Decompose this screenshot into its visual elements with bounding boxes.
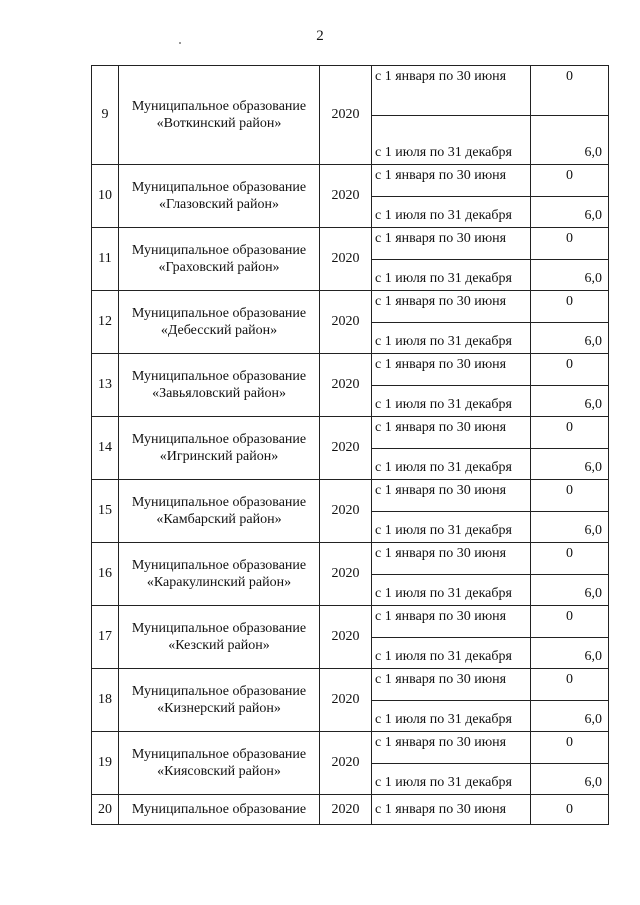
rate-first-half: 0 xyxy=(531,732,609,764)
year-cell: 2020 xyxy=(320,291,372,354)
rate-first-half: 0 xyxy=(531,291,609,323)
municipality-name-line1: Муниципальное образование xyxy=(131,180,307,195)
rate-first-half: 0 xyxy=(531,543,609,575)
row-number: 10 xyxy=(92,165,119,228)
municipality-name-line1: Муниципальное образование xyxy=(131,243,307,258)
year-cell: 2020 xyxy=(320,669,372,732)
municipality-name-line2: «Камбарский район» xyxy=(156,512,282,527)
year-cell: 2020 xyxy=(320,66,372,165)
row-number: 17 xyxy=(92,606,119,669)
period-second-half: с 1 июля по 31 декабря xyxy=(372,260,531,291)
table-body xyxy=(92,66,609,825)
period-first-half: с 1 января по 30 июня xyxy=(372,669,531,701)
period-first-half: с 1 января по 30 июня xyxy=(372,480,531,512)
row-number: 12 xyxy=(92,291,119,354)
table-row xyxy=(92,291,609,323)
municipality-name-line1: Муниципальное образование xyxy=(131,747,307,762)
period-first-half: с 1 января по 30 июня xyxy=(372,291,531,323)
municipality-name-line2: «Каракулинский район» xyxy=(146,575,292,590)
rate-second-half: 6,0 xyxy=(531,512,609,543)
period-second-half: с 1 июля по 31 декабря xyxy=(372,386,531,417)
table-row xyxy=(92,417,609,449)
period-first-half: с 1 января по 30 июня xyxy=(372,543,531,575)
rate-second-half: 6,0 xyxy=(531,260,609,291)
municipality-name xyxy=(119,291,320,354)
year-cell: 2020 xyxy=(320,732,372,795)
rate-first-half: 0 xyxy=(531,66,609,116)
rate-second-half: 6,0 xyxy=(531,575,609,606)
period-second-half: с 1 июля по 31 декабря xyxy=(372,575,531,606)
municipality-name-line2: «Кезский район» xyxy=(168,638,270,653)
rate-second-half: 6,0 xyxy=(531,197,609,228)
municipality-name-line1: Муниципальное образование xyxy=(131,432,307,447)
row-number: 15 xyxy=(92,480,119,543)
table-row xyxy=(92,66,609,116)
year-cell: 2020 xyxy=(320,165,372,228)
period-second-half: с 1 июля по 31 декабря xyxy=(372,323,531,354)
table-row xyxy=(92,606,609,638)
rate-first-half: 0 xyxy=(531,606,609,638)
table-row xyxy=(92,228,609,260)
row-number: 9 xyxy=(92,66,119,165)
table-row xyxy=(92,165,609,197)
rate-second-half: 6,0 xyxy=(531,323,609,354)
municipality-name-line2: «Граховский район» xyxy=(158,260,280,275)
period-second-half: с 1 июля по 31 декабря xyxy=(372,764,531,795)
period-second-half: с 1 июля по 31 декабря xyxy=(372,116,531,165)
row-number: 19 xyxy=(92,732,119,795)
table-row xyxy=(92,480,609,512)
rate-second-half: 6,0 xyxy=(531,449,609,480)
municipality-name-line1: Муниципальное образование xyxy=(131,369,307,384)
rate-second-half: 6,0 xyxy=(531,764,609,795)
period-first-half: с 1 января по 30 июня xyxy=(372,417,531,449)
rate-first-half: 0 xyxy=(531,354,609,386)
rate-first-half: 0 xyxy=(531,795,609,825)
municipality-name-line2: «Киясовский район» xyxy=(157,764,281,779)
municipality-name-line2: «Глазовский район» xyxy=(159,197,279,212)
period-first-half: с 1 января по 30 июня xyxy=(372,732,531,764)
page-number: 2 xyxy=(316,28,324,44)
row-number: 13 xyxy=(92,354,119,417)
rate-second-half: 6,0 xyxy=(531,116,609,165)
period-second-half: с 1 июля по 31 декабря xyxy=(372,638,531,669)
period-first-half: с 1 января по 30 июня xyxy=(372,606,531,638)
municipality-name xyxy=(119,228,320,291)
municipality-name-line1: Муниципальное образование xyxy=(131,558,307,573)
municipality-name-line1: Муниципальное образование xyxy=(131,306,307,321)
tariff-table xyxy=(91,65,609,825)
rate-second-half: 6,0 xyxy=(531,701,609,732)
row-number: 16 xyxy=(92,543,119,606)
year-cell: 2020 xyxy=(320,480,372,543)
year-cell: 2020 xyxy=(320,606,372,669)
row-number: 14 xyxy=(92,417,119,480)
municipality-name xyxy=(119,480,320,543)
row-number: 20 xyxy=(92,795,119,825)
municipality-name xyxy=(119,543,320,606)
municipality-name xyxy=(119,732,320,795)
row-number: 18 xyxy=(92,669,119,732)
municipality-name-line2: «Дебесский район» xyxy=(160,323,278,338)
municipality-name-line2: «Кизнерский район» xyxy=(157,701,281,716)
municipality-name xyxy=(119,417,320,480)
municipality-name xyxy=(119,165,320,228)
rate-first-half: 0 xyxy=(531,165,609,197)
rate-first-half: 0 xyxy=(531,228,609,260)
municipality-name xyxy=(119,354,320,417)
year-cell: 2020 xyxy=(320,228,372,291)
period-second-half: с 1 июля по 31 декабря xyxy=(372,449,531,480)
municipality-name xyxy=(119,606,320,669)
table-row xyxy=(92,732,609,764)
period-first-half: с 1 января по 30 июня xyxy=(372,795,531,825)
rate-first-half: 0 xyxy=(531,480,609,512)
period-first-half: с 1 января по 30 июня xyxy=(372,66,531,116)
municipality-name-line1: Муниципальное образование xyxy=(131,621,307,636)
year-cell: 2020 xyxy=(320,417,372,480)
rate-second-half: 6,0 xyxy=(531,638,609,669)
period-first-half: с 1 января по 30 июня xyxy=(372,228,531,260)
rate-first-half: 0 xyxy=(531,669,609,701)
period-first-half: с 1 января по 30 июня xyxy=(372,165,531,197)
year-cell: 2020 xyxy=(320,795,372,825)
municipality-name-line2: «Игринский район» xyxy=(159,449,279,464)
municipality-name xyxy=(119,66,320,165)
rate-first-half: 0 xyxy=(531,417,609,449)
municipality-name-line1: Муниципальное образование xyxy=(131,495,307,510)
municipality-name: Муниципальное образование xyxy=(119,795,320,825)
rate-second-half: 6,0 xyxy=(531,386,609,417)
table-row xyxy=(92,543,609,575)
municipality-name-line2: «Воткинский район» xyxy=(156,116,282,131)
period-second-half: с 1 июля по 31 декабря xyxy=(372,197,531,228)
period-first-half: с 1 января по 30 июня xyxy=(372,354,531,386)
scan-dot xyxy=(179,42,181,44)
municipality-name xyxy=(119,669,320,732)
row-number: 11 xyxy=(92,228,119,291)
municipality-name-line2: «Завьяловский район» xyxy=(152,386,286,401)
period-second-half: с 1 июля по 31 декабря xyxy=(372,701,531,732)
year-cell: 2020 xyxy=(320,543,372,606)
municipality-name-line1: Муниципальное образование xyxy=(131,99,307,114)
table-row xyxy=(92,354,609,386)
year-cell: 2020 xyxy=(320,354,372,417)
municipality-name-line1: Муниципальное образование xyxy=(131,684,307,699)
table-row xyxy=(92,795,609,825)
period-second-half: с 1 июля по 31 декабря xyxy=(372,512,531,543)
table-row xyxy=(92,669,609,701)
